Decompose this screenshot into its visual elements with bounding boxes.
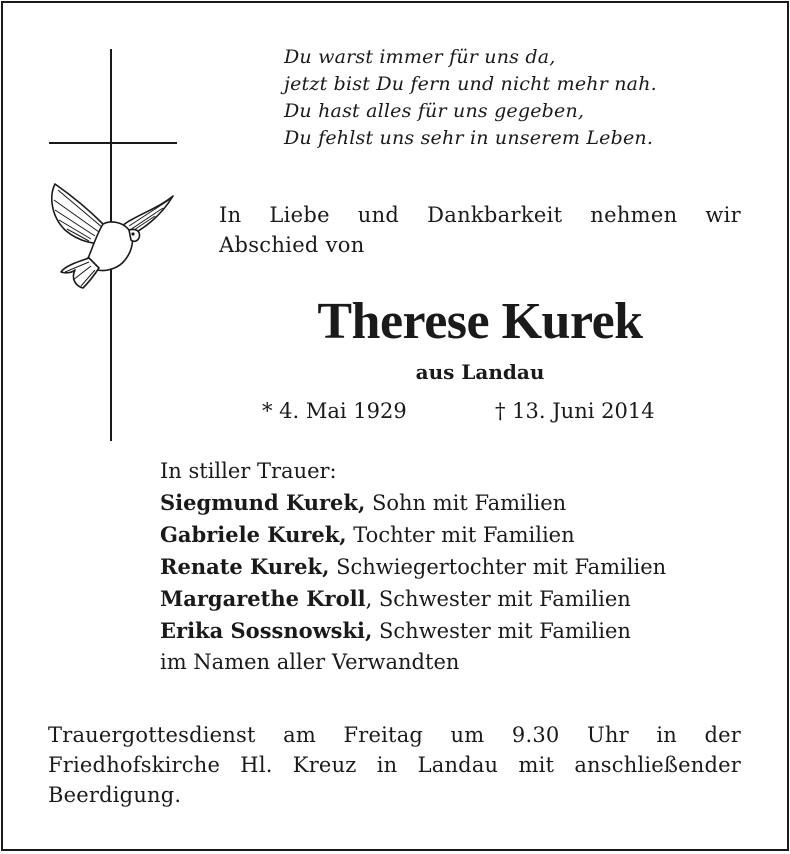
poem-line: jetzt bist Du fern und nicht mehr nah. [284,73,657,95]
death-date: † 13. Juni 2014 [495,399,655,423]
mourner-entry [160,583,666,615]
mourner-relation: Sohn mit Familien [365,491,567,515]
mourner-name: Renate Kurek, [160,554,330,579]
dove-icon [45,176,181,298]
mourner-name: Gabriele Kurek, [160,522,347,547]
deceased-origin: aus Landau [415,360,545,384]
mourner-name: Margarethe Kroll [160,586,366,611]
mourners-list [160,456,666,678]
mourner-name: Erika Sossnowski, [160,618,373,643]
mourner-relation: Schwester mit Familien [372,619,631,643]
deceased-name: Therese Kurek [317,293,643,350]
mourners-heading: In stiller Trauer: [160,459,337,483]
memorial-poem [284,44,657,152]
cross-bar [49,142,177,144]
mourner-name: Siegmund Kurek, [160,490,366,515]
mourners-closing: im Namen aller Verwandten [160,650,460,674]
mourner-relation: Tochter mit Familien [346,523,575,547]
mourner-relation: Schwiegertochter mit Familien [329,555,667,579]
birth-date: * 4. Mai 1929 [262,399,407,423]
mourner-entry [160,519,666,551]
mourner-entry [160,615,666,647]
poem-line: Du fehlst uns sehr in unserem Leben. [284,127,654,149]
poem-line: Du hast alles für uns gegeben, [284,100,585,122]
intro-text: In Liebe und Dankbarkeit nehmen wir Abschied von [219,203,741,257]
poem-line: Du warst immer für uns da, [284,46,556,68]
mourner-entry [160,551,666,583]
mourner-entry [160,487,666,519]
mourner-relation: , Schwester mit Familien [365,587,631,611]
service-info: Trauergottesdienst am Freitag um 9.30 Uhr in der Friedhofskirche Hl. Kreuz in Landau mit anschließender Beerdigung. [48,723,741,807]
